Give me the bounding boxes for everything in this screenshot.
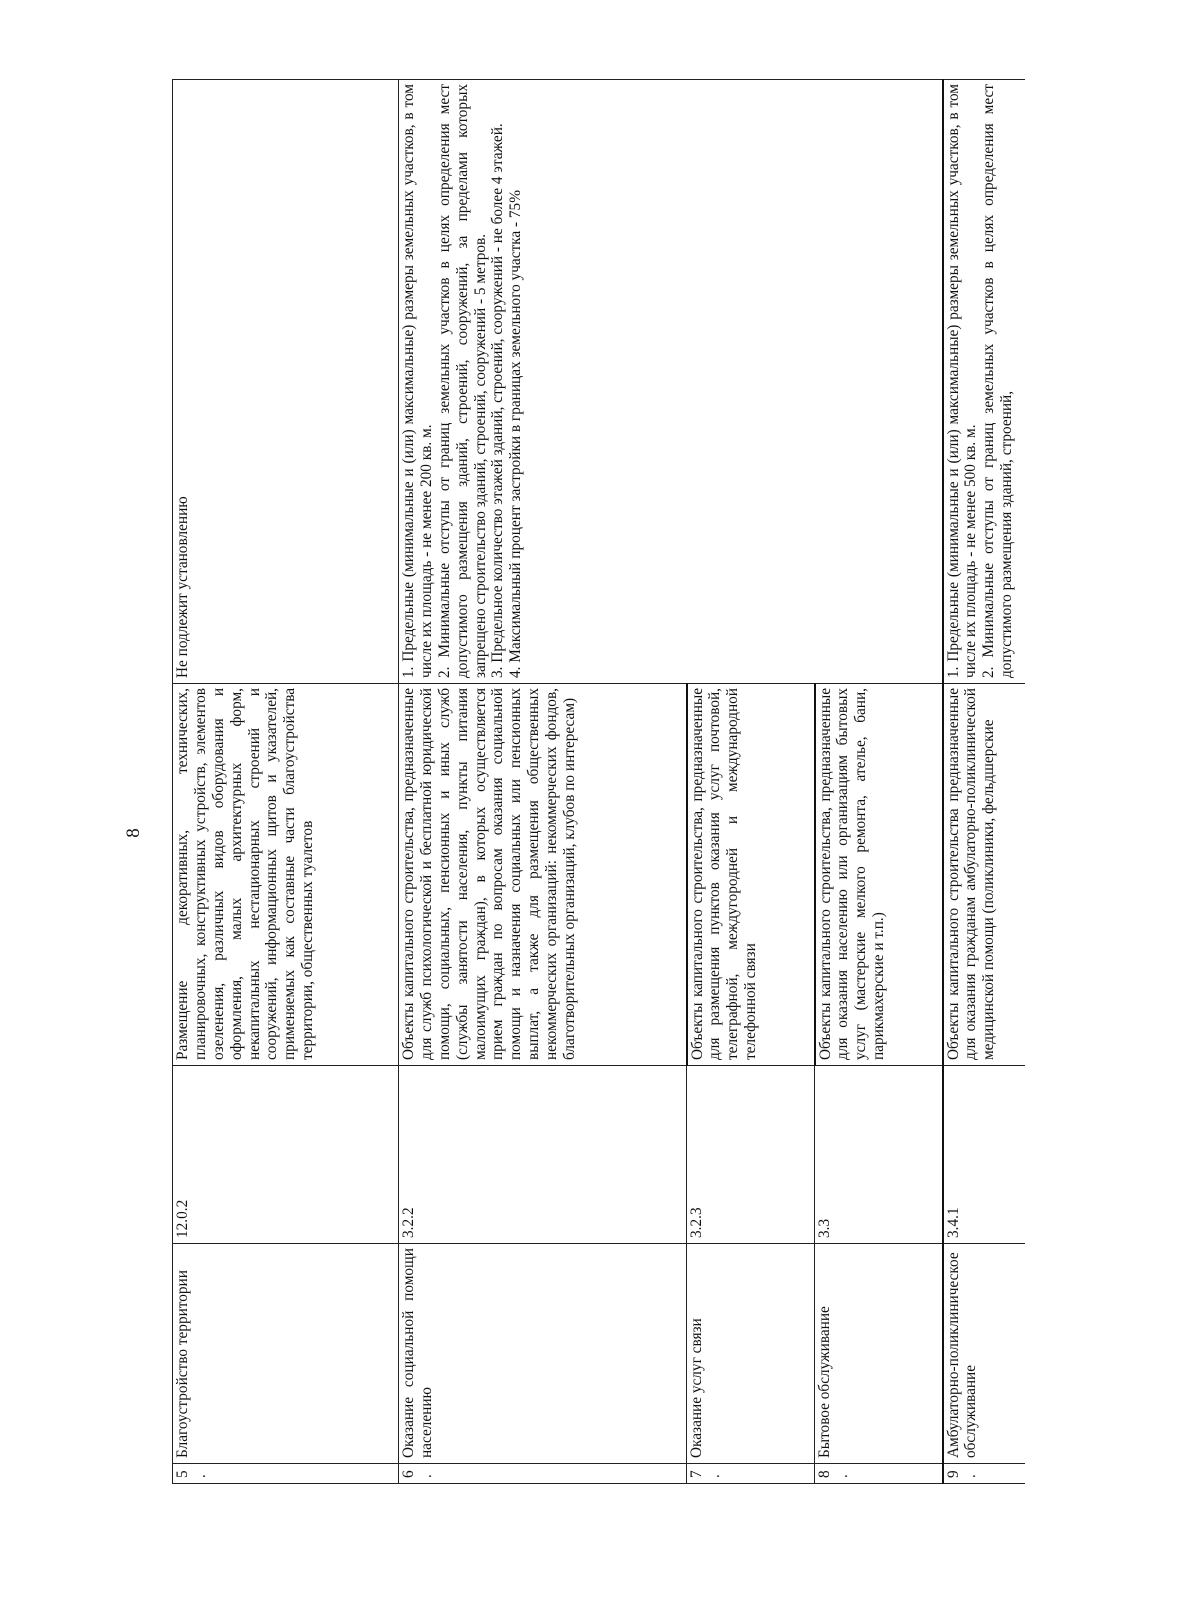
parameter-text: Не подлежит установлению bbox=[174, 496, 191, 678]
classifier-code: 3.2.3 bbox=[687, 1066, 815, 1244]
land-use-name: Бытовое обслуживание bbox=[815, 1244, 943, 1464]
table-row bbox=[173, 80, 399, 1484]
use-description: Размещение декоративных, технических, планировочных, конструктивных устройств, элементов озеленения, различных видов оборудования и оформления, малых архитектурных форм, некапитальных нестационарных строений и сооружений, информационных щитов и указателей, применяемых как составные части благоустройства территории, общественных туалетов bbox=[173, 684, 399, 1066]
parameter-item: 4. Максимальный процент застройки в границах земельного участка - 75% bbox=[507, 190, 525, 678]
land-use-name: Благоустройство территории bbox=[173, 1244, 399, 1464]
use-description bbox=[943, 684, 1025, 1066]
table-row bbox=[399, 80, 687, 1484]
construction-parameters bbox=[399, 80, 943, 684]
use-description: Объекты капитального строительства, предназначенные для размещения пунктов оказания услуг почтовой, телеграфной, междугородней и международной телефонной связи bbox=[687, 684, 815, 1066]
classifier-code: 3.4.1 bbox=[943, 1066, 1025, 1244]
row-number: 8. bbox=[815, 1464, 943, 1484]
parameter-item: 1. Предельные (минимальные и (или) максимальные) размеры земельных участков, в том числе их площадь - не менее 500 кв. м. bbox=[944, 84, 980, 678]
classifier-code: 3.2.2 bbox=[399, 1066, 687, 1244]
land-use-name: Оказание услуг связи bbox=[687, 1244, 815, 1464]
land-use-regulations-table bbox=[172, 79, 1025, 1484]
rotated-page-content bbox=[172, 80, 1024, 1484]
land-use-name: Оказание социальной помощи населению bbox=[399, 1244, 687, 1464]
classifier-code: 3.3 bbox=[815, 1066, 943, 1244]
row-number: 5. bbox=[173, 1464, 399, 1484]
construction-parameters bbox=[173, 80, 399, 684]
parameter-item: 3. Предельное количество этажей зданий, строений, сооружений - не более 4 этажей. bbox=[489, 123, 507, 678]
classifier-code: 12.0.2 bbox=[173, 1066, 399, 1244]
use-description: Объекты капитального строительства, предназначенные для служб психологической и бесплатной юридической помощи, социальных, пенсионных и иных служб (службы занятости населения, пункты питания малоимущих граждан), в которых осуществляется прием граждан по вопросам оказания социальной помощи и назначения социальных или пенсионных выплат, а также для размещения общественных некоммерческих организаций: некоммерческих фондов, благотворительных организаций, клубов по интересам) bbox=[399, 684, 687, 1066]
row-number: 9. bbox=[943, 1464, 1025, 1484]
parameter-item: 2. Минимальные отступы от границ земельных участков в целях определения мест допустимого размещения зданий, строений, bbox=[980, 84, 1016, 678]
page-number: 8 bbox=[123, 828, 144, 838]
row-number: 7. bbox=[687, 1464, 815, 1484]
land-use-name: Амбулаторно-поликлиническое обслуживание bbox=[943, 1244, 1025, 1464]
table-row bbox=[943, 80, 1025, 1484]
parameter-list bbox=[944, 84, 1016, 678]
use-description-text: Объекты капитального строительства предназначенные для оказания гражданам амбулаторно-поликлинической медицинской помощи (поликлиники, фельдшерские bbox=[944, 688, 998, 1060]
use-description: Объекты капитального строительства, предназначенные для оказания населению или организациям бытовых услуг (мастерские мелкого ремонта, ателье, бани, парикмахерские и т.п.) bbox=[815, 684, 943, 1066]
construction-parameters bbox=[943, 80, 1025, 684]
parameter-item: 1. Предельные (минимальные и (или) максимальные) размеры земельных участков, в том числе их площадь - не менее 200 кв. м. bbox=[400, 84, 435, 678]
row-number: 6. bbox=[399, 1464, 687, 1484]
parameter-item: 2. Минимальные отступы от границ земельных участков в целях определения мест допустимого размещения зданий, строений, сооружений, за пределами которых запрещено строительство зданий, строений, сооружений - 5 метров. bbox=[435, 84, 489, 678]
